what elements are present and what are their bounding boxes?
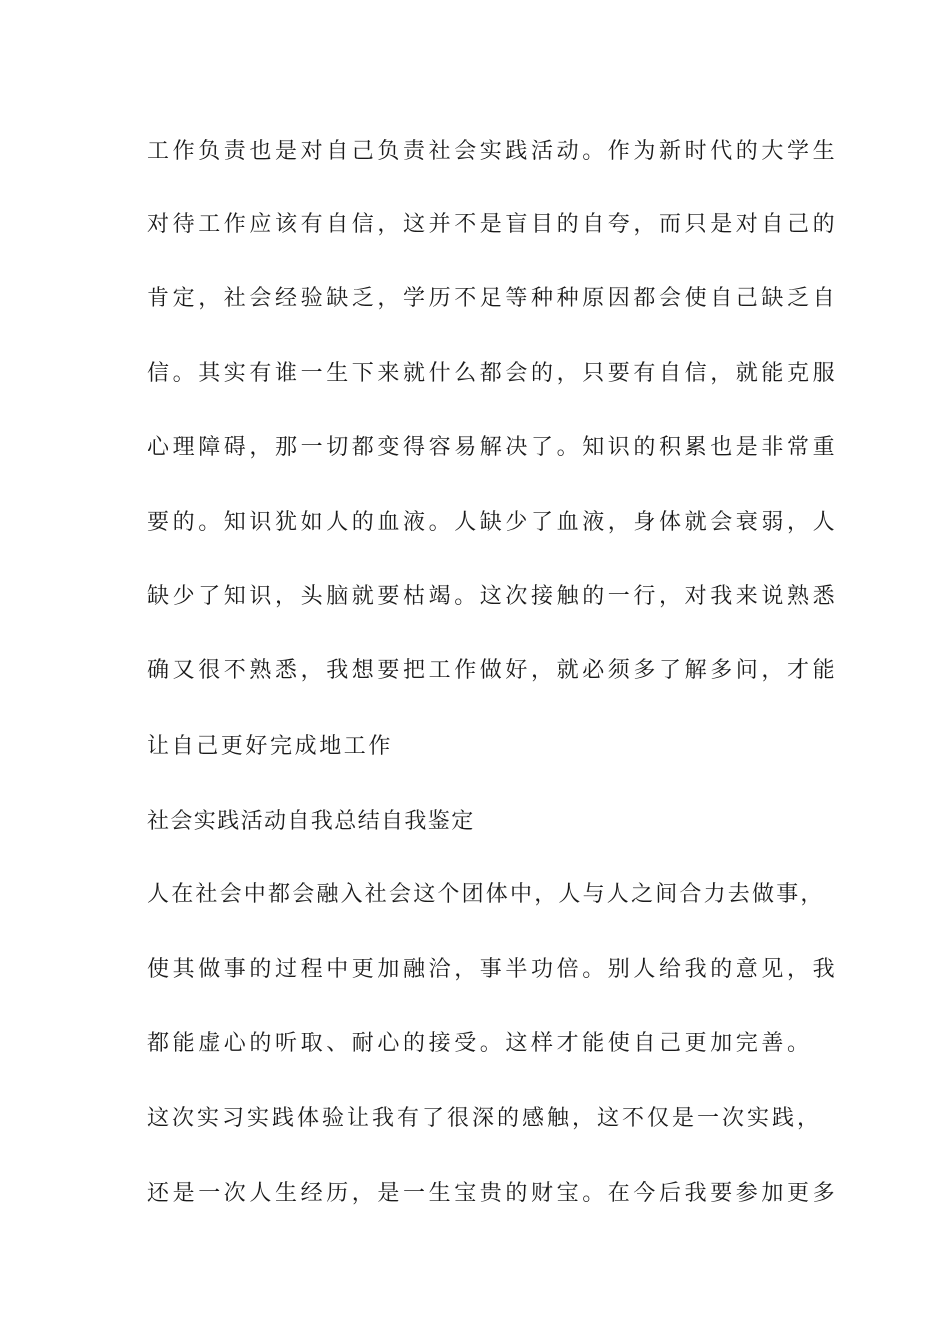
paragraph-line: 信。其实有谁一生下来就什么都会的，只要有自信，就能克服 [147, 361, 839, 386]
paragraph-line: 人在社会中都会融入社会这个团体中，人与人之间合力去做事， [147, 882, 825, 907]
paragraph-line: 肯定，社会经验缺乏，学历不足等种种原因都会使自己缺乏自 [147, 286, 839, 311]
paragraph-line: 还是一次人生经历，是一生宝贵的财宝。在今后我要参加更多 [147, 1181, 839, 1206]
paragraph-line: 心理障碍，那一切都变得容易解决了。知识的积累也是非常重 [147, 435, 839, 460]
paragraph-line: 使其做事的过程中更加融洽，事半功倍。别人给我的意见，我 [147, 957, 839, 982]
section-heading: 社会实践活动自我总结自我鉴定 [147, 809, 475, 834]
paragraph-line: 都能虚心的听取、耐心的接受。这样才能使自己更加完善。 [147, 1031, 813, 1056]
paragraph-line: 确又很不熟悉，我想要把工作做好，就必须多了解多问，才能 [147, 658, 839, 683]
paragraph-line: 要的。知识犹如人的血液。人缺少了血液，身体就会衰弱，人 [147, 510, 839, 535]
paragraph-line: 对待工作应该有自信，这并不是盲目的自夸，而只是对自己的 [147, 212, 839, 237]
paragraph-line: 让自己更好完成地工作 [147, 734, 394, 759]
paragraph-line: 缺少了知识，头脑就要枯竭。这次接触的一行，对我来说熟悉 [147, 584, 839, 609]
paragraph-line: 这次实习实践体验让我有了很深的感触，这不仅是一次实践， [147, 1106, 823, 1131]
paragraph-line: 工作负责也是对自己负责社会实践活动。作为新时代的大学生 [147, 139, 839, 164]
